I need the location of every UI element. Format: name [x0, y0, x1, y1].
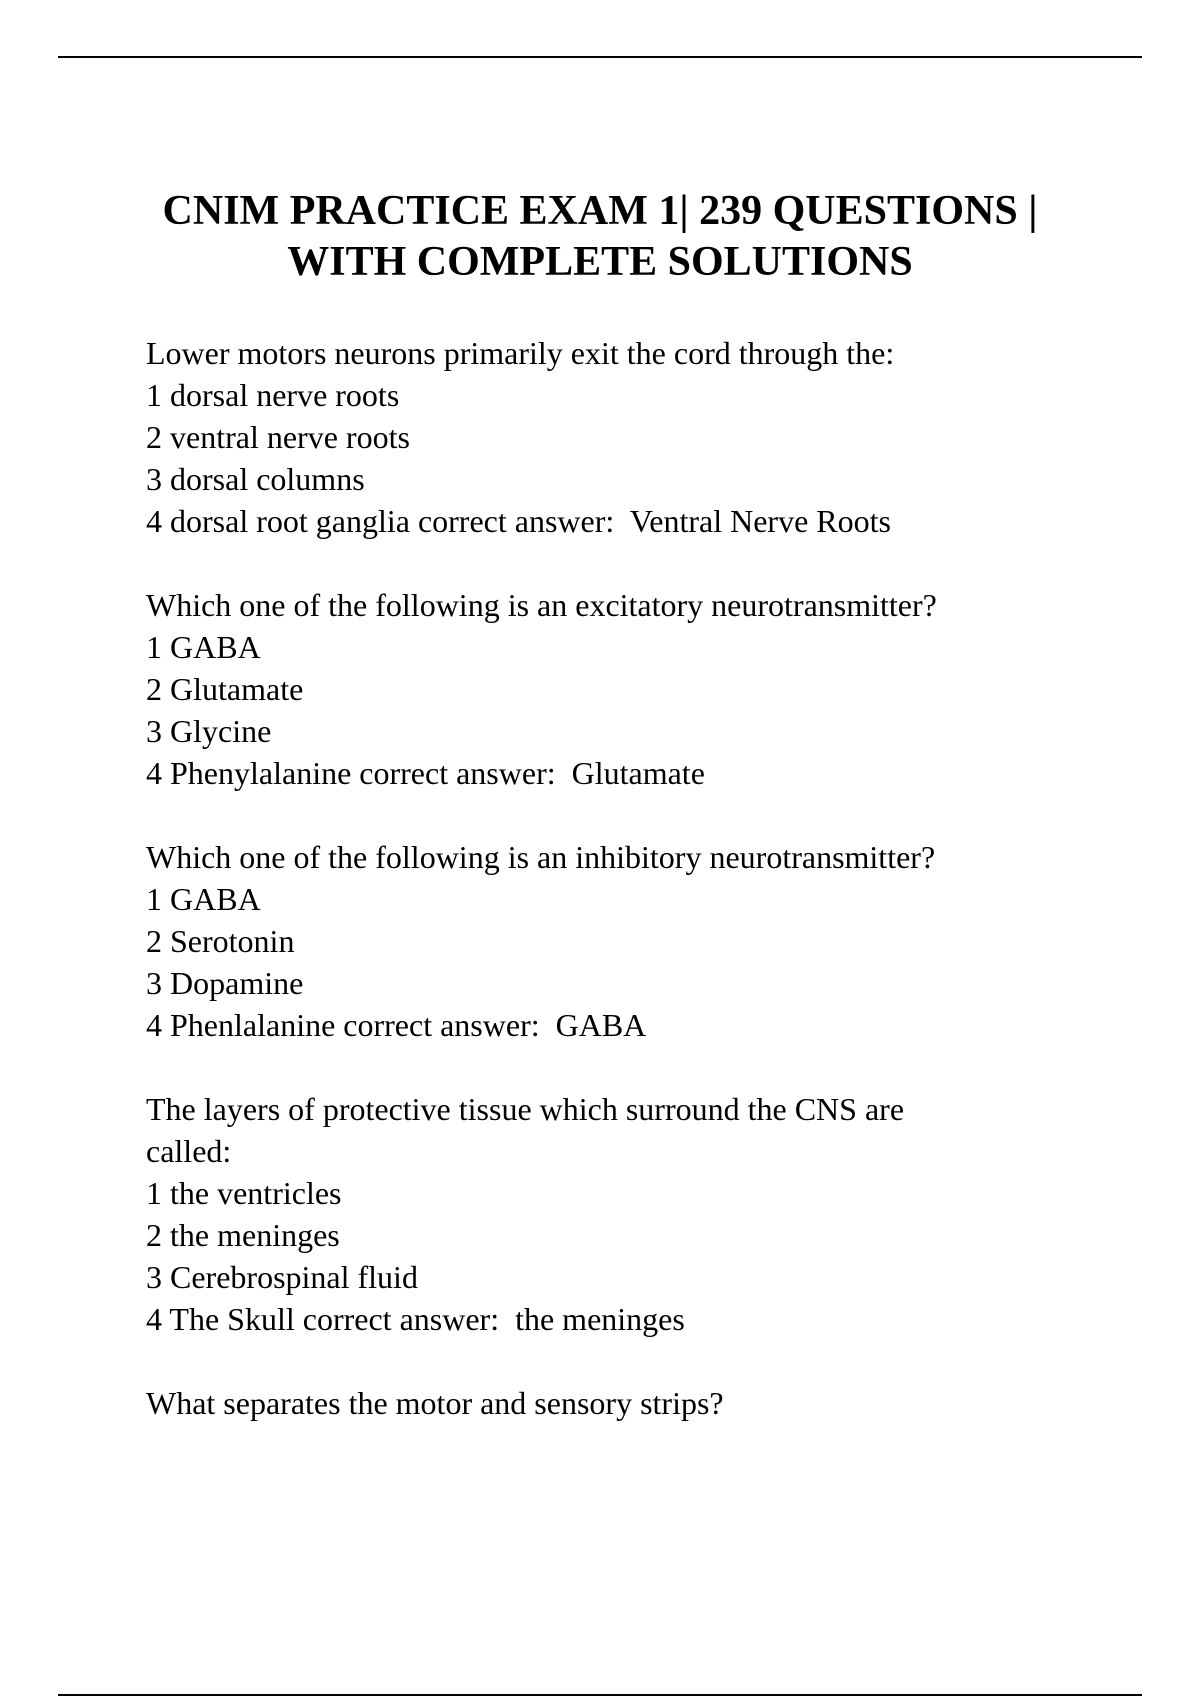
footer-rule [58, 1694, 1142, 1696]
question-block-1 [146, 332, 1066, 542]
answer-option: 1 dorsal nerve roots [146, 377, 400, 413]
question-text-continued: called: [146, 1133, 232, 1169]
question-block-4 [146, 1088, 1066, 1340]
title-line-2: WITH COMPLETE SOLUTIONS [287, 239, 913, 285]
question-block-2 [146, 584, 1066, 794]
answer-option: 3 Glycine [146, 713, 272, 749]
answer-option-with-correct-answer: 4 dorsal root ganglia correct answer: Ventral Nerve Roots [146, 503, 891, 539]
answer-option-with-correct-answer: 4 Phenlalanine correct answer: GABA [146, 1007, 647, 1043]
answer-option: 3 Cerebrospinal fluid [146, 1259, 418, 1295]
question-block-3 [146, 836, 1066, 1046]
answer-option: 2 Serotonin [146, 923, 295, 959]
header-rule [58, 56, 1142, 58]
question-text: Which one of the following is an inhibitory neurotransmitter? [146, 839, 936, 875]
answer-option-with-correct-answer: 4 The Skull correct answer: the meninges [146, 1301, 685, 1337]
answer-option: 1 the ventricles [146, 1175, 342, 1211]
answer-option: 2 ventral nerve roots [146, 419, 410, 455]
document-title [100, 186, 1100, 288]
question-text: Lower motors neurons primarily exit the cord through the: [146, 335, 895, 371]
answer-option: 1 GABA [146, 629, 261, 665]
title-line-1: CNIM PRACTICE EXAM 1| 239 QUESTIONS | [162, 188, 1038, 234]
answer-option: 2 the meninges [146, 1217, 340, 1253]
question-list [146, 332, 1066, 1466]
question-text: Which one of the following is an excitatory neurotransmitter? [146, 587, 937, 623]
question-text: What separates the motor and sensory strips? [146, 1385, 724, 1421]
answer-option: 1 GABA [146, 881, 261, 917]
question-block-5 [146, 1382, 1066, 1424]
question-text: The layers of protective tissue which surround the CNS are [146, 1091, 905, 1127]
answer-option: 2 Glutamate [146, 671, 304, 707]
answer-option: 3 Dopamine [146, 965, 304, 1001]
answer-option: 3 dorsal columns [146, 461, 365, 497]
answer-option-with-correct-answer: 4 Phenylalanine correct answer: Glutamate [146, 755, 705, 791]
